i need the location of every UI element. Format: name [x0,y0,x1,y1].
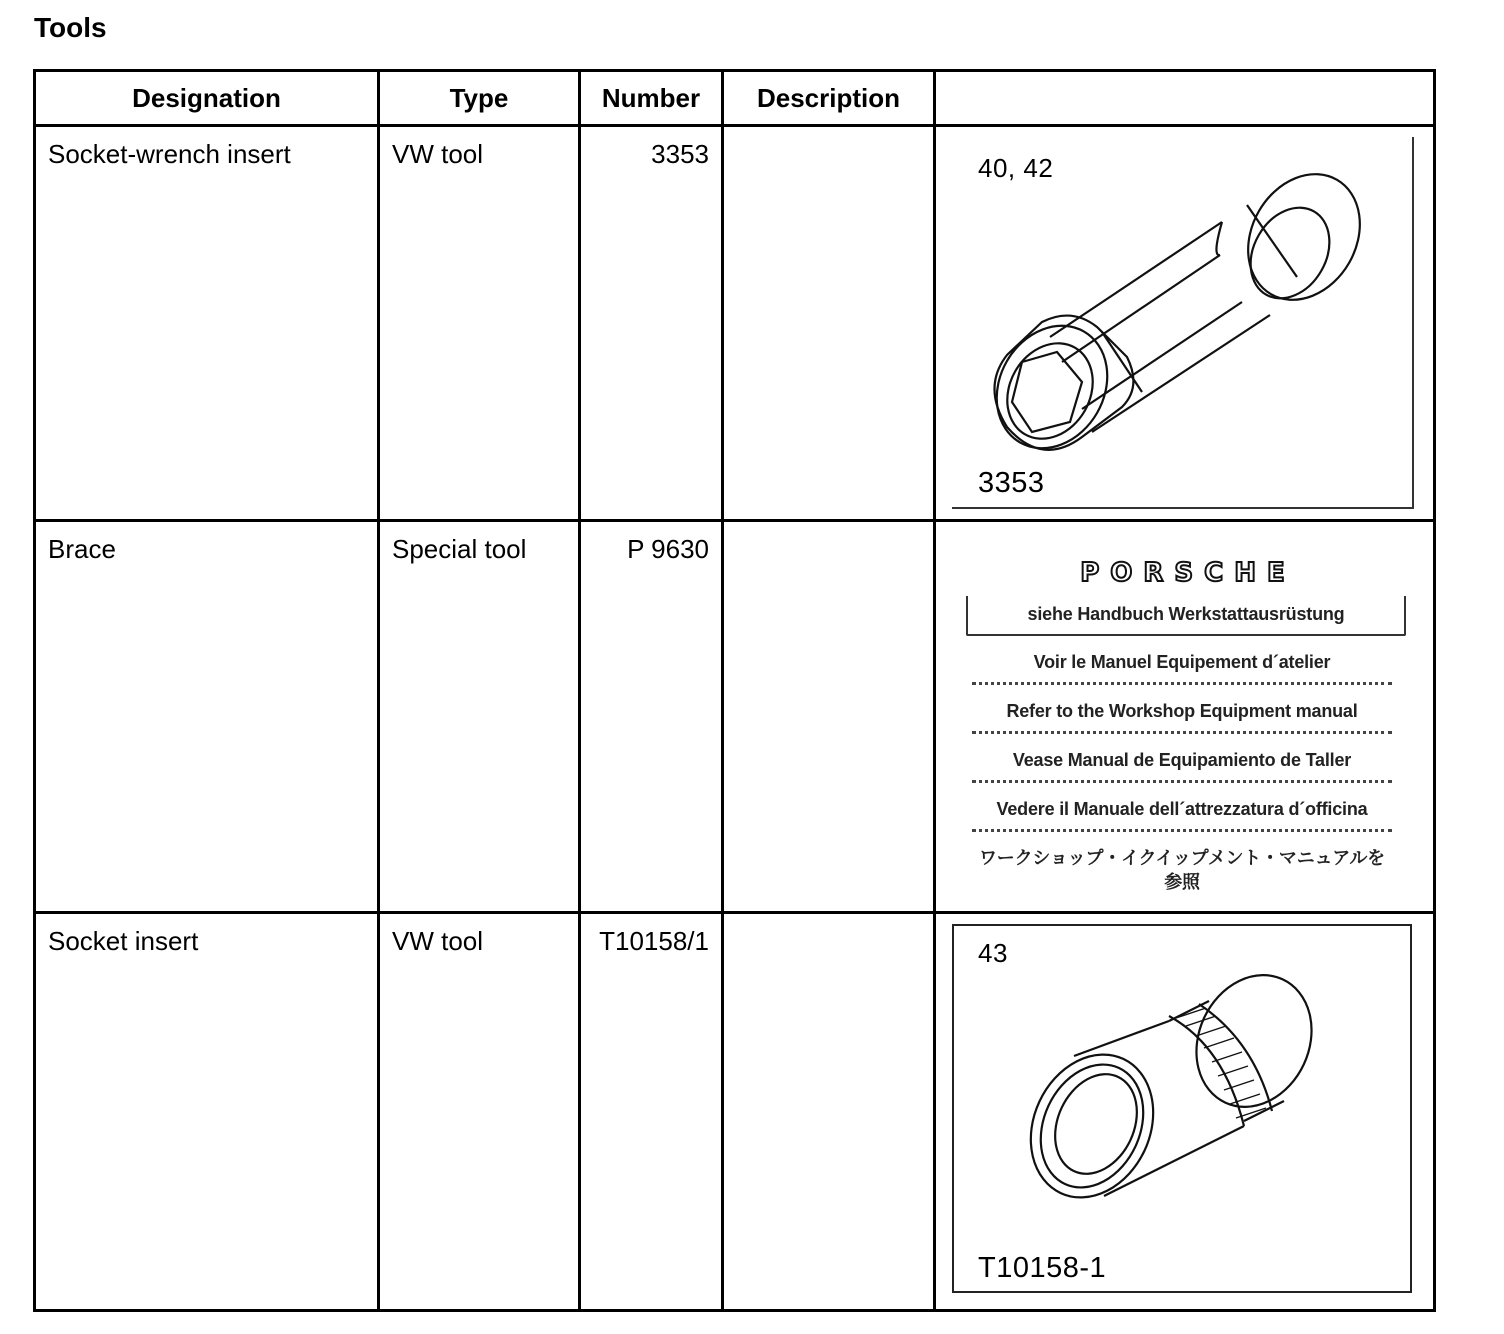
table-row [35,913,1435,1311]
manual-reference-line: Vease Manual de Equipamiento de Taller [972,748,1392,783]
type-text: VW tool [392,926,484,957]
column-header-description: Description [723,71,935,126]
illustration-caption-bottom: 3353 [978,467,1045,499]
porsche-logo: PORSCHE [1080,557,1296,588]
number-text: T10158/1 [599,926,709,957]
column-header-number: Number [580,71,723,126]
designation-text: Brace [48,533,116,564]
description-text [724,914,933,926]
table-header-row [35,71,1435,126]
illustration-cell [935,520,1435,913]
manual-reference-line: Voir le Manuel Equipement d´atelier [972,650,1392,685]
type-text: Special tool [392,533,527,564]
number-cell [580,520,723,913]
socket-wrench-drawing [952,137,1412,507]
illustration-cell [935,913,1435,1311]
number-cell [580,126,723,521]
description-cell [723,913,935,1311]
designation-cell [35,913,379,1311]
description-cell [723,126,935,521]
description-text [724,522,933,534]
type-text: VW tool [392,139,484,169]
number-text: P 9630 [627,533,709,564]
description-text [724,127,933,139]
socket-insert-drawing [954,926,1410,1291]
page-title: Tools [34,12,107,43]
manual-reference-line: ワークショップ・イクイップメント・マニュアルを参照 [979,847,1385,892]
designation-cell [35,520,379,913]
manual-reference-line: Refer to the Workshop Equipment manual [972,699,1392,734]
socket-wrench-illustration [952,137,1414,509]
table-row [35,520,1435,913]
illustration-cell [935,126,1435,521]
socket-insert-illustration [952,924,1412,1293]
designation-text: Socket insert [48,926,199,957]
type-cell [379,913,580,1311]
type-cell [379,520,580,913]
column-header-type: Type [379,71,580,126]
type-cell [379,126,580,521]
illustration-caption-top: 40, 42 [978,153,1054,183]
column-header-image [935,71,1435,126]
designation-cell [35,126,379,521]
manual-reference-line: Vedere il Manuale dell´attrezzatura d´officina [972,797,1392,832]
workshop-manual-reference [958,550,1406,900]
tools-table [33,69,1436,1312]
description-cell [723,520,935,913]
designation-text: Socket-wrench insert [48,139,291,169]
manual-reference-line: siehe Handbuch Werkstattausrüstung [966,596,1406,636]
illustration-caption-bottom: T10158-1 [978,1252,1107,1285]
number-text: 3353 [651,139,709,169]
illustration-caption-top: 43 [978,938,1008,969]
number-cell [580,913,723,1311]
column-header-designation: Designation [35,71,379,126]
table-row [35,126,1435,521]
